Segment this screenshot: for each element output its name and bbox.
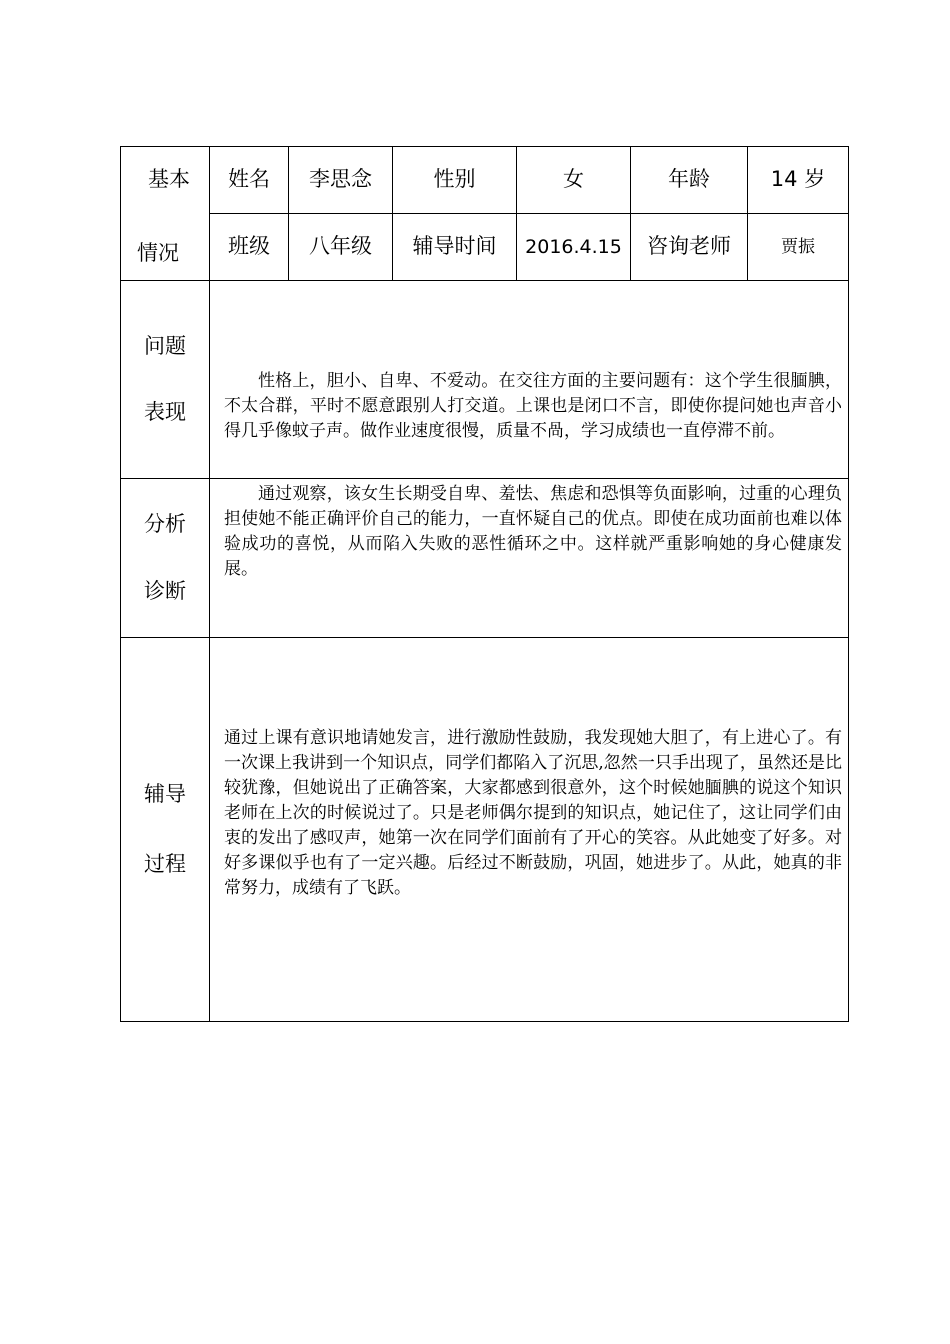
problem-label-line-1: 问题 — [144, 334, 186, 359]
age-value: 14 岁 — [748, 147, 849, 214]
counseling-record-table — [120, 146, 849, 1022]
time-label: 辅导时间 — [393, 214, 517, 281]
section-label-line-2: 情况 — [137, 241, 179, 265]
problem-text: 性格上，胆小、自卑、不爱动。在交往方面的主要问题有：这个学生很腼腆，不太合群，平时不愿意跟别人打交道。上课也是闭口不言，即使你提问她也声音小得几乎像蚊子声。做作业速度很慢，质量不咼，学习成绩也一直停滞不前。 — [224, 371, 842, 441]
counselor-label: 咨询老师 — [631, 214, 748, 281]
process-text-cell — [210, 638, 849, 1022]
name-label: 姓名 — [210, 147, 289, 214]
analysis-text-cell — [210, 479, 849, 638]
process-section-label — [121, 638, 210, 1022]
class-label: 班级 — [210, 214, 289, 281]
analysis-label-line-2: 诊断 — [144, 579, 186, 603]
gender-value: 女 — [517, 147, 631, 214]
process-row — [121, 638, 849, 1022]
basic-info-row-2 — [121, 214, 849, 281]
problem-section-label — [121, 281, 210, 479]
gender-label: 性别 — [393, 147, 517, 214]
age-label: 年龄 — [631, 147, 748, 214]
problem-label-line-2: 表现 — [144, 399, 186, 424]
analysis-row — [121, 479, 849, 638]
analysis-label-line-1: 分析 — [144, 511, 186, 536]
process-label-line-2: 过程 — [144, 851, 186, 876]
problem-row — [121, 281, 849, 479]
problem-text-cell — [210, 281, 849, 479]
process-label-line-1: 辅导 — [144, 782, 186, 807]
process-text: 通过上课有意识地请她发言，进行激励性鼓励，我发现她大胆了，有上进心了。有一次课上我讲到一个知识点，同学们都陷入了沉思,忽然一只手出现了，虽然还是比较犹豫，但她说出了正确答案，大家都感到很意外，这个时候她腼腆的说这个知识老师在上次的时候说过了。只是老师偶尔提到的知识点，她记住了，这让同学们由衷的发出了感叹声，她第一次在同学们面前有了开心的笑容。从此她变了好多。对好多课似乎也有了一定兴趣。后经过不断鼓励，巩固，她进步了。从此，她真的非常努力，成绩有了飞跃。 — [224, 728, 842, 898]
analysis-text: 通过观察，该女生长期受自卑、羞怯、焦虑和恐惧等负面影响，过重的心理负担使她不能正确评价自己的能力，一直怀疑自己的优点。即使在成功面前也难以体验成功的喜悦，从而陷入失败的恶性循环之中。这样就严重影响她的身心健康发展。 — [224, 484, 842, 579]
basic-info-section-label — [121, 147, 210, 281]
time-value: 2016.4.15 — [517, 214, 631, 281]
section-label-line-1: 基本 — [148, 167, 190, 191]
analysis-section-label — [121, 479, 210, 638]
basic-info-row-1 — [121, 147, 849, 214]
class-value: 八年级 — [289, 214, 393, 281]
counselor-value: 贾振 — [748, 214, 849, 281]
name-value: 李思念 — [289, 147, 393, 214]
